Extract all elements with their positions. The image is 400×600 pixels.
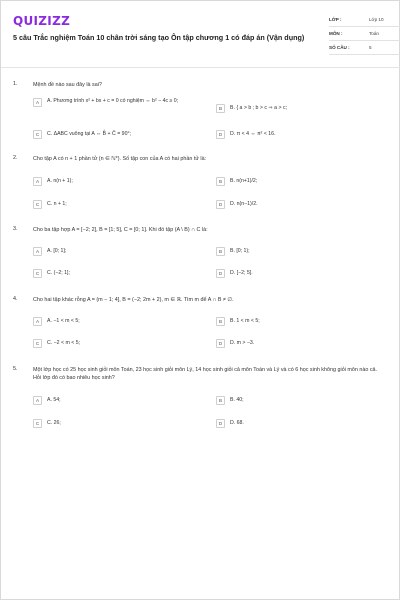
question-number: 4.: [13, 296, 18, 302]
worksheet-title: 5 câu Trắc nghiệm Toán 10 chân trời sáng tạo Ôn tập chương 1 có đáp án (Vận dụng): [13, 33, 305, 42]
question-text: Cho ba tập hợp A = [−2; 2], B = [1; 5], C = [0; 1]. Khi đó tập (A \ B) ∩ C là:: [33, 227, 208, 233]
question-text: Một lớp học có 25 học sinh giỏi môn Toán, 23 học sinh giỏi môn Lý, 14 học sinh giỏi cả môn Toán và Lý và có 6 học sinh không giỏi môn nào cả. Hỏi lớp đó có bao nhiêu học sinh?: [33, 367, 378, 381]
header-divider: [1, 67, 400, 68]
option-text: A. Phương trình x² + bx + c = 0 có nghiệm ⇔ b² − 4c ≥ 0;: [47, 98, 179, 104]
question-text: Mệnh đề nào sau đây là sai?: [33, 82, 102, 88]
option-letter: A: [33, 317, 42, 326]
option-b[interactable]: [216, 244, 250, 258]
option-letter: C: [33, 269, 42, 278]
question-number: 1.: [13, 81, 18, 87]
option-b[interactable]: [216, 174, 257, 188]
option-text: C. n + 1;: [47, 201, 67, 207]
worksheet-header: [11, 11, 391, 63]
question-text: Cho tập A có n + 1 phần tử (n ∈ ℕ*). Số tập con của A có hai phần tử là:: [33, 156, 207, 162]
option-letter: A: [33, 247, 42, 256]
meta-value: Toán: [369, 31, 379, 36]
option-text: D. n(n−1)/2.: [230, 201, 258, 207]
question-3: [13, 226, 393, 284]
option-text: B. n(n+1)/2;: [230, 178, 258, 184]
option-letter: C: [33, 200, 42, 209]
option-text: B. { a > b ; b > c ⇒ a > c;: [230, 105, 287, 111]
option-d[interactable]: [216, 127, 276, 141]
option-letter: B: [216, 104, 225, 113]
option-d[interactable]: [216, 197, 258, 211]
option-letter: D: [216, 200, 225, 209]
option-text: C. 26;: [47, 420, 61, 426]
option-letter: C: [33, 419, 42, 428]
question-4: [13, 296, 393, 354]
option-letter: D: [216, 269, 225, 278]
option-letter: C: [33, 130, 42, 139]
question-number: 5.: [13, 366, 18, 372]
option-c[interactable]: [33, 336, 80, 350]
option-a[interactable]: [33, 98, 197, 118]
option-letter: B: [216, 396, 225, 405]
option-text: B. [0; 1);: [230, 248, 250, 254]
option-b[interactable]: [216, 101, 287, 115]
question-number: 2.: [13, 155, 18, 161]
option-text: A. [0; 1];: [47, 248, 67, 254]
question-number: 3.: [13, 226, 18, 232]
meta-row-count: [329, 41, 400, 55]
question-2: [13, 155, 393, 213]
option-a[interactable]: [33, 393, 61, 407]
option-letter: A: [33, 396, 42, 405]
question-1: [13, 81, 393, 146]
option-a[interactable]: [33, 314, 80, 328]
option-b[interactable]: [216, 314, 260, 328]
option-c[interactable]: [33, 266, 70, 280]
option-letter: D: [216, 339, 225, 348]
option-letter: A: [33, 177, 42, 186]
option-d[interactable]: [216, 336, 254, 350]
worksheet-meta: [329, 13, 400, 55]
option-letter: B: [216, 317, 225, 326]
option-text: A. −1 < m < 5;: [47, 318, 80, 324]
meta-value: Lớp 10: [369, 17, 384, 22]
option-b[interactable]: [216, 393, 244, 407]
option-c[interactable]: [33, 416, 61, 430]
option-text: A. n(n + 1);: [47, 178, 73, 184]
option-text: D. m > −3.: [230, 340, 255, 346]
meta-key: MÔN :: [329, 31, 343, 36]
option-letter: D: [216, 130, 225, 139]
option-text: C. −2 < m < 5;: [47, 340, 81, 346]
meta-row-class: [329, 13, 400, 27]
option-c[interactable]: [33, 197, 67, 211]
option-text: D. [−2; 5].: [230, 270, 253, 276]
option-text: C. (−2; 1];: [47, 270, 70, 276]
meta-row-subject: [329, 27, 400, 41]
meta-value: 5: [369, 45, 372, 50]
option-text: A. 54;: [47, 397, 61, 403]
option-a[interactable]: [33, 174, 73, 188]
option-letter: C: [33, 339, 42, 348]
option-c[interactable]: [33, 127, 131, 141]
quizizz-logo: QUIZIZZ: [13, 14, 71, 28]
option-letter: A: [33, 98, 42, 107]
meta-key: SỐ CÂU :: [329, 45, 350, 50]
option-d[interactable]: [216, 266, 253, 280]
question-5: [13, 366, 393, 436]
option-text: D. π < 4 ⇔ π² < 16.: [230, 131, 276, 137]
option-letter: D: [216, 419, 225, 428]
option-text: B. 40;: [230, 397, 244, 403]
option-d[interactable]: [216, 416, 244, 430]
option-text: D. 68.: [230, 420, 244, 426]
meta-key: LỚP :: [329, 17, 342, 22]
option-a[interactable]: [33, 244, 66, 258]
option-text: C. ΔABC vuông tại A ⇔ B̂ + Ĉ = 90°;: [47, 131, 131, 137]
option-letter: B: [216, 247, 225, 256]
option-letter: B: [216, 177, 225, 186]
option-text: B. 1 < m < 5;: [230, 318, 260, 324]
question-text: Cho hai tập khác rỗng A = (m − 1; 4], B = (−2; 2m + 2), m ∈ ℝ. Tìm m để A ∩ B ≠ ∅.: [33, 297, 234, 303]
